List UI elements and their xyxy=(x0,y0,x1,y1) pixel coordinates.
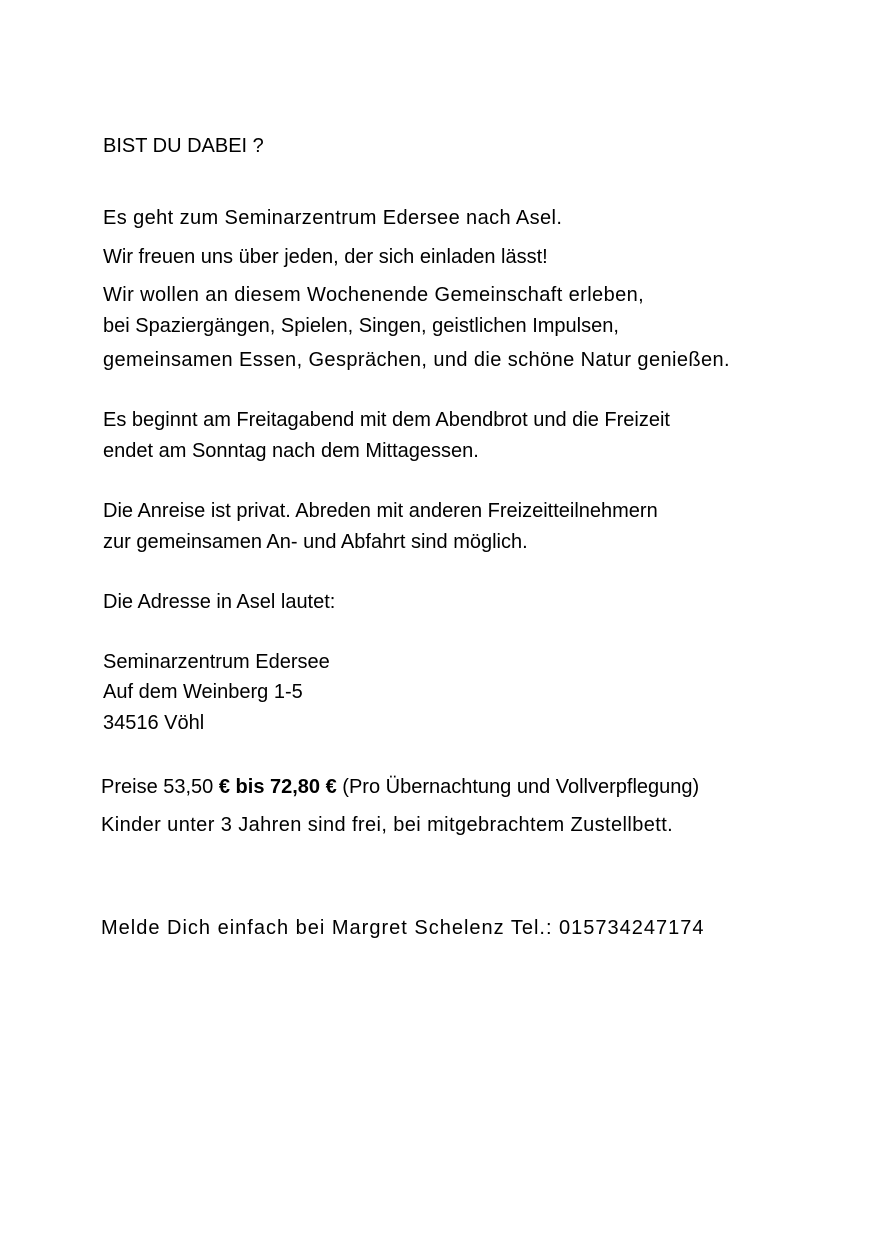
price-range: € bis 72,80 € xyxy=(218,776,337,798)
intro-line-2: Wir freuen uns über jeden, der sich einladen lässt! xyxy=(103,246,548,268)
contact-line: Melde Dich einfach bei Margret Schelenz Tel.: 015734247174 xyxy=(101,917,705,939)
intro-line-1: Es geht zum Seminarzentrum Edersee nach Asel. xyxy=(103,207,563,229)
address-intro: Die Adresse in Asel lautet: xyxy=(103,591,336,613)
heading: BIST DU DABEI ? xyxy=(103,135,264,157)
price-suffix: (Pro Übernachtung und Vollverpflegung) xyxy=(336,776,700,798)
intro-line-3: Wir wollen an diesem Wochenende Gemeinschaft erleben, xyxy=(103,284,645,306)
intro-line-5: gemeinsamen Essen, Gesprächen, und die schöne Natur genießen. xyxy=(103,349,730,371)
address-street: Auf dem Weinberg 1-5 xyxy=(103,681,303,703)
schedule-line-2: endet am Sonntag nach dem Mittagessen. xyxy=(103,440,479,462)
intro-line-4: bei Spaziergängen, Spielen, Singen, geistlichen Impulsen, xyxy=(103,315,619,337)
travel-line-1: Die Anreise ist privat. Abreden mit anderen Freizeitteilnehmern xyxy=(103,500,658,522)
address-city: 34516 Vöhl xyxy=(103,712,205,734)
price-prefix: Preise 53,50 xyxy=(101,776,219,798)
children-note: Kinder unter 3 Jahren sind frei, bei mitgebrachtem Zustellbett. xyxy=(101,814,674,836)
schedule-line-1: Es beginnt am Freitagabend mit dem Abendbrot und die Freizeit xyxy=(103,409,670,431)
address-name: Seminarzentrum Edersee xyxy=(103,651,330,673)
price-line xyxy=(101,775,699,799)
travel-line-2: zur gemeinsamen An- und Abfahrt sind möglich. xyxy=(103,531,528,553)
